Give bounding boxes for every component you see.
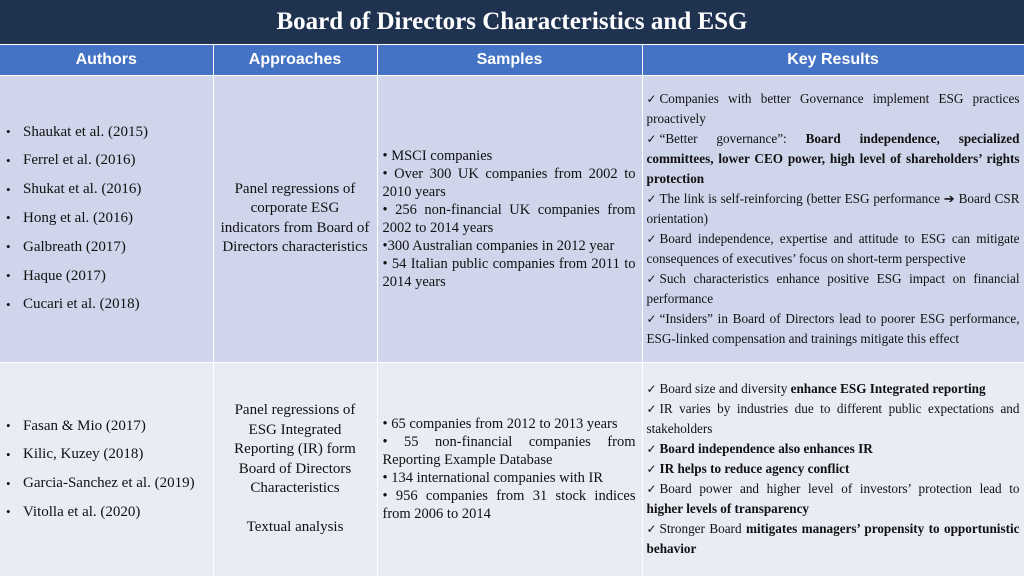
results-cell — [642, 362, 1024, 576]
authors-cell — [0, 75, 213, 362]
header-authors: Authors — [0, 45, 213, 75]
check-icon: ✓ — [646, 191, 657, 206]
list-item: • 54 Italian public companies from 2011 to 2014 years — [382, 255, 636, 290]
list-item: • 65 companies from 2012 to 2013 years — [382, 416, 618, 433]
check-icon: ✓ — [646, 522, 657, 537]
list-item: • Shukat et al. (2016) — [6, 181, 142, 198]
list-item: • Shaukat et al. (2015) — [6, 123, 148, 140]
list-item: ✓ Board independence also enhances IR — [647, 439, 1020, 459]
check-icon: ✓ — [646, 402, 657, 417]
approach-text: Panel regressions of ESG Integrated Reporting (IR) form Board of Directors Characteristics — [234, 402, 356, 497]
bullet-icon: • — [6, 475, 11, 491]
list-item: • Cucari et al. (2018) — [6, 296, 140, 313]
list-item: • Haque (2017) — [6, 267, 106, 284]
samples-cell — [377, 75, 642, 362]
header-samples: Samples — [377, 45, 642, 75]
list-item: • Ferrel et al. (2016) — [6, 152, 136, 169]
list-item: ✓ Stronger Board mitigates managers’ propensity to opportunistic behavior — [646, 521, 1020, 557]
bullet-icon: • — [6, 418, 11, 434]
list-item: • Fasan & Mio (2017) — [6, 417, 146, 434]
bullet-icon: • — [6, 268, 11, 284]
check-icon: ✓ — [646, 231, 657, 246]
list-item: ✓ IR varies by industries due to different public expectations and stakeholders — [646, 401, 1020, 437]
approach-text: Panel regressions of corporate ESG indicators from Board of Directors characteristics — [220, 180, 370, 255]
list-item: • Garcia-Sanchez et al. (2019) — [6, 475, 195, 492]
esg-table — [0, 45, 1024, 576]
check-icon: ✓ — [646, 91, 657, 106]
header-key-results: Key Results — [642, 45, 1024, 75]
list-item: ✓ “Better governance”: Board independence, specialized committees, lower CEO power, high level of shareholders’ rights protection — [646, 130, 1020, 186]
list-item: ✓ Board independence, expertise and attitude to ESG can mitigate consequences of executives’ focus on short-term perspective — [646, 230, 1020, 266]
list-item: • Kilic, Kuzey (2018) — [6, 446, 144, 463]
check-icon: ✓ — [646, 131, 657, 146]
check-icon: ✓ — [646, 382, 657, 397]
list-item: • Over 300 UK companies from 2002 to 2010 years — [382, 165, 636, 200]
bullet-icon: • — [6, 124, 11, 140]
check-icon: ✓ — [646, 311, 657, 326]
arrow-right-icon: ➔ — [943, 190, 955, 206]
list-item: •300 Australian companies in 2012 year — [382, 237, 615, 254]
approach-cell — [213, 75, 377, 362]
list-item: • Vitolla et al. (2020) — [6, 503, 141, 520]
list-item: ✓ “Insiders” in Board of Directors lead to poorer ESG performance, ESG-linked compensation and trainings mitigate this effect — [646, 310, 1020, 346]
list-item: ✓ Board size and diversity enhance ESG Integrated reporting — [647, 379, 1020, 399]
header-approaches: Approaches — [213, 45, 377, 75]
table-row — [0, 75, 1024, 362]
check-icon: ✓ — [646, 482, 657, 497]
list-item: • MSCI companies — [382, 147, 493, 164]
list-item: ✓ Board power and higher level of investors’ protection lead to higher levels of transparency — [646, 481, 1020, 517]
list-item: • 134 international companies with IR — [382, 470, 604, 487]
check-icon: ✓ — [646, 442, 657, 457]
approach-cell — [213, 362, 377, 576]
check-icon: ✓ — [646, 462, 657, 477]
bullet-icon: • — [6, 239, 11, 255]
authors-cell — [0, 362, 213, 576]
bullet-icon: • — [6, 181, 11, 197]
list-item: • 956 companies from 31 stock indices from 2006 to 2014 — [382, 488, 636, 523]
list-item: ✓ Companies with better Governance implement ESG practices proactively — [646, 90, 1020, 126]
page-title: Board of Directors Characteristics and ESG — [0, 0, 1024, 44]
samples-cell — [377, 362, 642, 576]
approach-extra: Textual analysis — [246, 518, 344, 535]
list-item: • Galbreath (2017) — [6, 238, 126, 255]
list-item: • 256 non-financial UK companies from 2002 to 2014 years — [382, 201, 636, 236]
bullet-icon: • — [6, 152, 11, 168]
list-item: ✓ IR helps to reduce agency conflict — [647, 459, 1020, 479]
bullet-icon: • — [6, 296, 11, 312]
table-row — [0, 362, 1024, 576]
check-icon: ✓ — [646, 271, 657, 286]
bullet-icon: • — [6, 504, 11, 520]
list-item: • Hong et al. (2016) — [6, 209, 133, 226]
bullet-icon: • — [6, 210, 11, 226]
list-item: ✓ The link is self-reinforcing (better ESG performance ➔ Board CSR orientation) — [646, 190, 1020, 226]
list-item: ✓ Such characteristics enhance positive ESG impact on financial performance — [646, 270, 1020, 306]
list-item: • 55 non-financial companies from Reporting Example Database — [382, 434, 636, 469]
bullet-icon: • — [6, 446, 11, 462]
results-cell — [642, 75, 1024, 362]
